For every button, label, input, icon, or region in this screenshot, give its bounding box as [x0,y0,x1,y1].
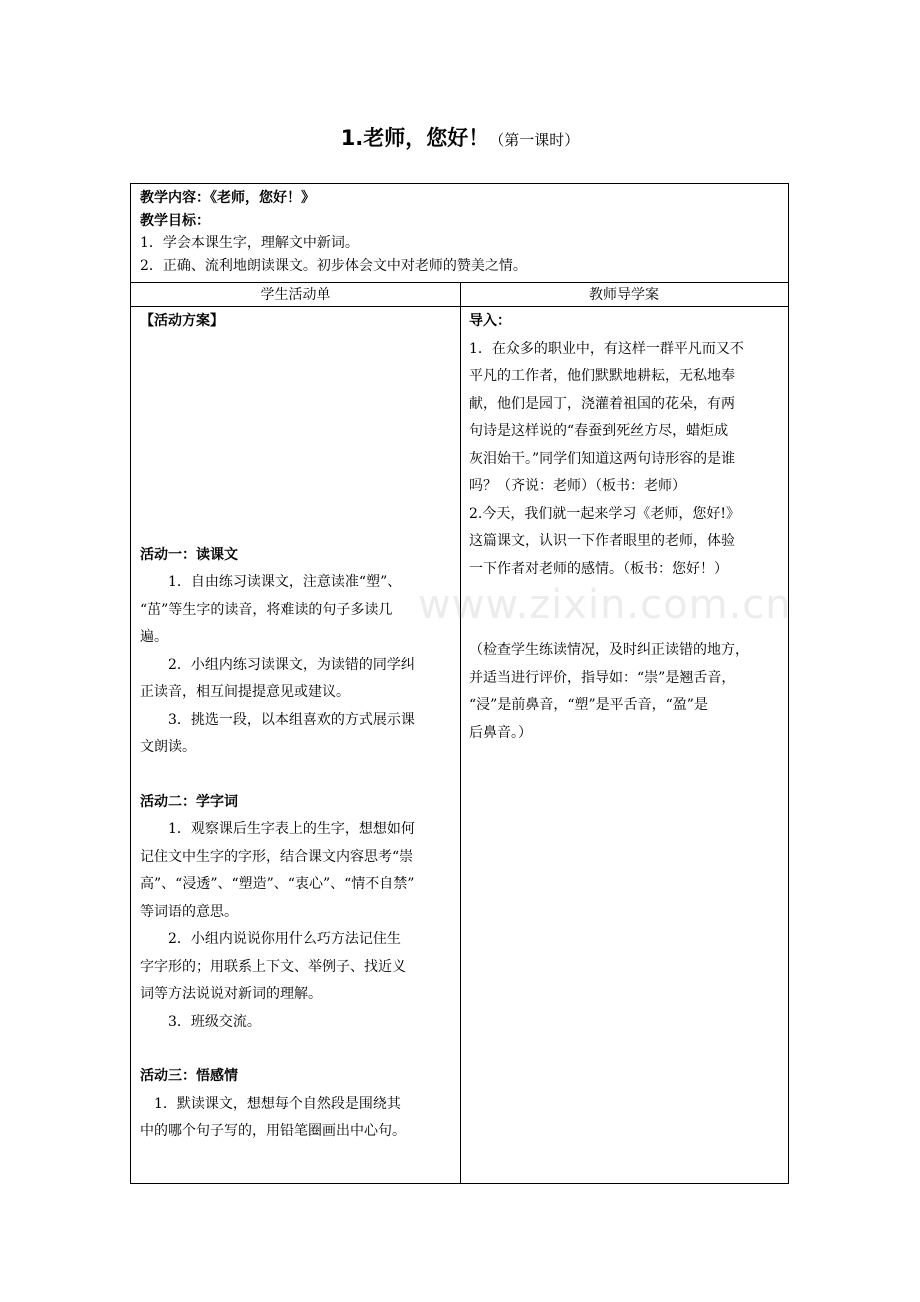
activity1-line: 正读音，相互间提提意见或建议。 [140,684,350,700]
activity1-line: 遍。 [140,629,168,645]
activity1-line: 2．小组内练习读课文，为读错的同学纠 [140,656,415,673]
lesson-title: 1.老师，您好！ [340,126,490,150]
activity2-line: 记住文中生字的字形，结合课文内容思考“崇 [140,848,414,865]
activity2-heading: 活动二：学字词 [140,793,238,810]
teacher-guide-column [469,308,785,747]
activity2-line: 1．观察课后生字表上的生字，想想如何 [140,821,415,837]
lesson-plan-table [130,183,789,1184]
activity2-line: 字字形的；用联系上下文、举例子、找近义 [140,958,406,975]
check-line: 后鼻音。） [469,724,532,741]
intro-line: 2.今天，我们就一起来学习《老师，您好!》 [469,505,740,522]
intro-line: 1．在众多的职业中，有这样一群平凡而又不 [469,340,744,357]
teaching-goal-item: 2．正确、流利地朗读课文。初步体会文中对老师的赞美之情。 [140,257,527,274]
teaching-goal-item: 1．学会本课生字，理解文中新词。 [140,235,359,251]
activity2-line: 等词语的意思。 [140,903,238,920]
intro-line: 吗？（齐说：老师）（板书：老师） [469,478,686,494]
blank-space [140,762,454,789]
intro-line: 平凡的工作者，他们默默地耕耘，无私地奉 [469,368,735,384]
activity1-heading: 活动一：读课文 [140,546,238,563]
teaching-goals-label: 教学目标： [140,212,210,229]
teaching-content: 教学内容：《老师，您好！》 [140,190,315,206]
activity1-line: 1．自由练习读课文，注意读准“塑”、 [140,574,402,590]
activity2-line: 3．班级交流。 [140,1013,261,1030]
intro-line: 句诗是这样说的“春蚕到死丝方尽，蜡炬成 [469,423,729,439]
column-divider [460,283,461,1183]
student-activity-column [140,308,454,1146]
blank-space [140,336,454,542]
activity2-line: 高”、“浸透”、“塑造”、“衷心”、“情不自禁” [140,876,415,892]
activity3-line: 中的哪个句子写的，用铅笔圈画出中心句。 [140,1123,406,1139]
intro-line: 灰泪始干。”同学们知道这两句诗形容的是谁 [469,450,736,467]
check-line: “浸”是前鼻音，“塑”是平舌音，“盈”是 [469,697,708,713]
teacher-column-header: 教师导学案 [460,283,788,307]
intro-line: 献，他们是园丁，浇灌着祖国的花朵，有两 [469,395,735,412]
activity3-line: 1．默读课文，想想每个自然段是围绕其 [140,1095,401,1112]
activity3-heading: 活动三：悟感情 [140,1068,238,1084]
activity1-line: 3．挑选一段，以本组喜欢的方式展示课 [140,711,415,728]
activity1-line: 文朗读。 [140,739,196,755]
intro-line: 一下作者对老师的感情。（板书：您好！） [469,560,728,577]
check-line: （检查学生练读情况，及时纠正读错的地方， [469,642,749,658]
page-title [0,121,920,157]
table-header-section [131,184,788,283]
watermark: www.zixin.com.cn [418,582,792,628]
activity1-line: “茁”等生字的读音，将难读的句子多读几 [140,601,393,618]
activity2-line: 词等方法说说对新词的理解。 [140,986,322,1002]
lesson-period: （第一课时） [489,131,580,149]
activity2-line: 2．小组内说说你用什么巧方法记住生 [140,931,401,947]
intro-line: 这篇课文，认识一下作者眼里的老师，体验 [469,533,735,549]
student-column-header: 学生活动单 [131,283,460,307]
blank-space [140,1036,454,1063]
check-line: 并适当进行评价，指导如：“崇”是翘舌音， [469,669,736,686]
activity-plan-heading: 【活动方案】 [140,313,224,329]
intro-heading: 导入： [469,313,511,329]
